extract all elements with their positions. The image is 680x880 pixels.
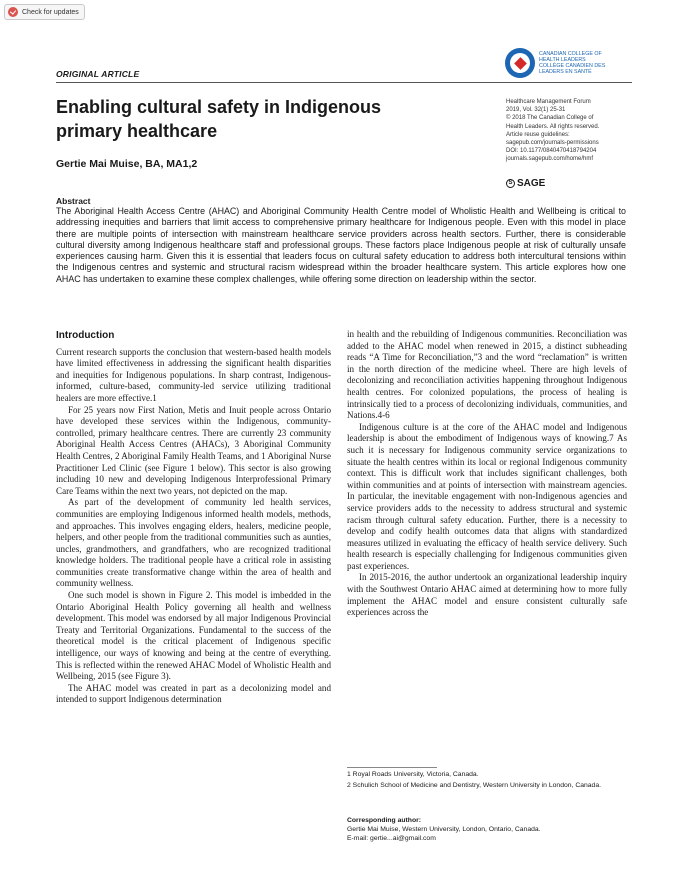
- article-title: Enabling cultural safety in Indigenous primary healthcare: [56, 97, 382, 141]
- check-for-updates-label: Check for updates: [22, 8, 79, 16]
- journal-home-link[interactable]: journals.sagepub.com/home/hmf: [506, 156, 594, 163]
- journal-info-line: Article reuse guidelines:: [506, 131, 570, 138]
- logo-line: COLLÈGE CANADIEN DES: [539, 63, 606, 69]
- sage-logo: [506, 178, 545, 189]
- body-paragraph: As part of the development of community led health services, communities are employing Indigenous informed health models, methods, and approaches. This involves engaging elders, healers, medicine people, helpers, and other people from the traditional communities such as aunties, uncles, grandmothers, and grandfathers, who are recognized traditional knowledge holders. The traditional people have a critical role in assisting communities create transformative change within the area of health and community wellness.: [56, 497, 331, 589]
- introduction-heading: Introduction: [56, 330, 115, 341]
- logo-line: CANADIAN COLLEGE OF: [539, 50, 602, 57]
- journal-info-line: © 2018 The Canadian College of: [506, 115, 594, 122]
- body-paragraph: In 2015-2016, the author undertook an organizational leadership inquiry with the Southwest Ontario AHAC aimed at determining how to more fully implement the AHAC model and ensure consistent culturally safe experiences across the: [347, 572, 627, 618]
- body-paragraph: For 25 years now First Nation, Metis and Inuit people across Ontario have developed these services within the Indigenous, community-controlled, primary healthcare centres. There are currently 23 community Aboriginal Health Access Centres (AHACs), 3 Aboriginal Community Health Centres, 2 Aboriginal Family Health Teams, and 1 Aboriginal Nurse Practitioner Led Clinic (see Figure 1 below). This sector is also growing including 10 new and developing Indigenous Interprofessional Primary Care Teams within the next two years, not depicted on the map.: [56, 404, 331, 496]
- publisher-logo: [505, 48, 617, 78]
- journal-info-line: Health Leaders. All rights reserved.: [506, 123, 600, 130]
- sage-mark-icon: S: [506, 179, 515, 188]
- publisher-name: SAGE: [517, 178, 546, 189]
- body-paragraph: in health and the rebuilding of Indigenous communities. Reconciliation was added to the AHAC model when renewed in 2015, a distinct subheading reads “A Time for Reconciliation,”3 and the word “reclamation” is written in the north direction of the medicine wheel. There are high levels of decolonizing and reconciliation activities happening throughout Indigenous health centres. For colonized populations, the process of healing is intrinsically tied to a process of decolonizing individuals, communities, and Nations.4-6: [347, 329, 627, 421]
- affiliation-footnote: 2 Schulich School of Medicine and Dentistry, Western University in London, Canada.: [347, 782, 602, 789]
- update-check-icon: [8, 7, 18, 17]
- journal-info-line: 2019, Vol. 32(1) 25-31: [506, 107, 566, 114]
- affiliation-footnote: 1 Royal Roads University, Victoria, Canada.: [347, 771, 479, 778]
- footnote-divider: [347, 767, 437, 768]
- logo-line: HEALTH LEADERS: [539, 56, 586, 63]
- body-paragraph: The AHAC model was created in part as a decolonizing model and intended to support Indigenous determination: [56, 682, 331, 705]
- logo-text: [539, 51, 617, 76]
- journal-info-line: Healthcare Management Forum: [506, 99, 591, 105]
- abstract-text: The Aboriginal Health Access Centre (AHAC) and Aboriginal Community Health Centre model of Wholistic Health and Wellbeing is critical to addressing inequities and barriers that limit access to comprehensive primary healthcare for Indigenous people. Even with this model in place there are multiple points of intersection with mainstream healthcare service providers across health sectors. Further, there is considerable cultural diversity among Indigenous healthcare staff and professional groups. These factors place Indigenous people at risk of culturally unsafe experiences causing harm. Given this it is essential that leaders focus on cultural safety education to address both intercultural tensions within the Indigenous centres and systemic and structural racism widespread within the broader healthcare system. This article explores how one AHAC has undertaken to examine these complex challenges, while offering some direction on leadership within the sector.: [56, 206, 626, 284]
- body-paragraph: One such model is shown in Figure 2. This model is imbedded in the Ontario Aboriginal Health Policy governing all health and wellness development. This model was endorsed by all major Indigenous Provincial Treaty and Territorial Organizations. Fundamental to the success of the theoretical model is the critical placement of Indigenous specific intelligence, our ways of knowing and being at the centre of everything. This is reflected within the renewed AHAC Model of Wholistic Health and Wellbeing, 2015 (see Figure 3).: [56, 590, 331, 682]
- journal-info: [506, 98, 636, 164]
- author-email-link[interactable]: E-mail: gertie...ai@gmail.com: [347, 834, 436, 842]
- abstract-heading: Abstract: [56, 196, 91, 206]
- body-left-column: [56, 330, 331, 706]
- header-divider: [56, 82, 632, 83]
- check-for-updates-button[interactable]: [4, 4, 85, 20]
- body-paragraph: Current research supports the conclusion that western-based health models have limited effectiveness in addressing the significant health disparities and inequities for Indigenous populations. In sharp contrast, Indigenous-informed, culture-based, community-led service utilizing traditional healers are more effective.1: [56, 346, 331, 403]
- journal-info-line: sagepub.com/journals-permissions: [506, 140, 599, 147]
- corresponding-author: [347, 826, 629, 843]
- doi-link[interactable]: DOI: 10.1177/0840470418794204: [506, 148, 597, 155]
- author-line: Gertie Mai Muise, BA, MA1,2: [56, 158, 198, 170]
- college-seal-icon: [505, 48, 535, 78]
- body-paragraph: Indigenous culture is at the core of the AHAC model and Indigenous leadership is about the embodiment of Indigenous ways of knowing.7 As such it is necessary for Indigenous community service organizations to situate the health centres within its local or regional Indigenous community context. This is difficult work that includes significant challenges, both within communities and at points of intersection with mainstream agencies. In particular, the inevitable engagement with non-Indigenous agencies and service providers adds to the necessity to address structural and systemic racism through cultural safety education. Further, there is a necessity to develop and codify health outcomes data that aligns with standardized measures utilized in evaluating the efficacy of health service delivery. Such health research is especially challenging for Indigenous communities given past experiences.: [347, 421, 627, 571]
- article-type: ORIGINAL ARTICLE: [56, 69, 140, 79]
- corresponding-author-line: Gertie Mai Muise, Western University, London, Ontario, Canada.: [347, 826, 541, 833]
- logo-line: LEADERS EN SANTÉ: [539, 69, 592, 76]
- body-right-column: [347, 329, 627, 619]
- corresponding-author-heading: Corresponding author:: [347, 817, 422, 824]
